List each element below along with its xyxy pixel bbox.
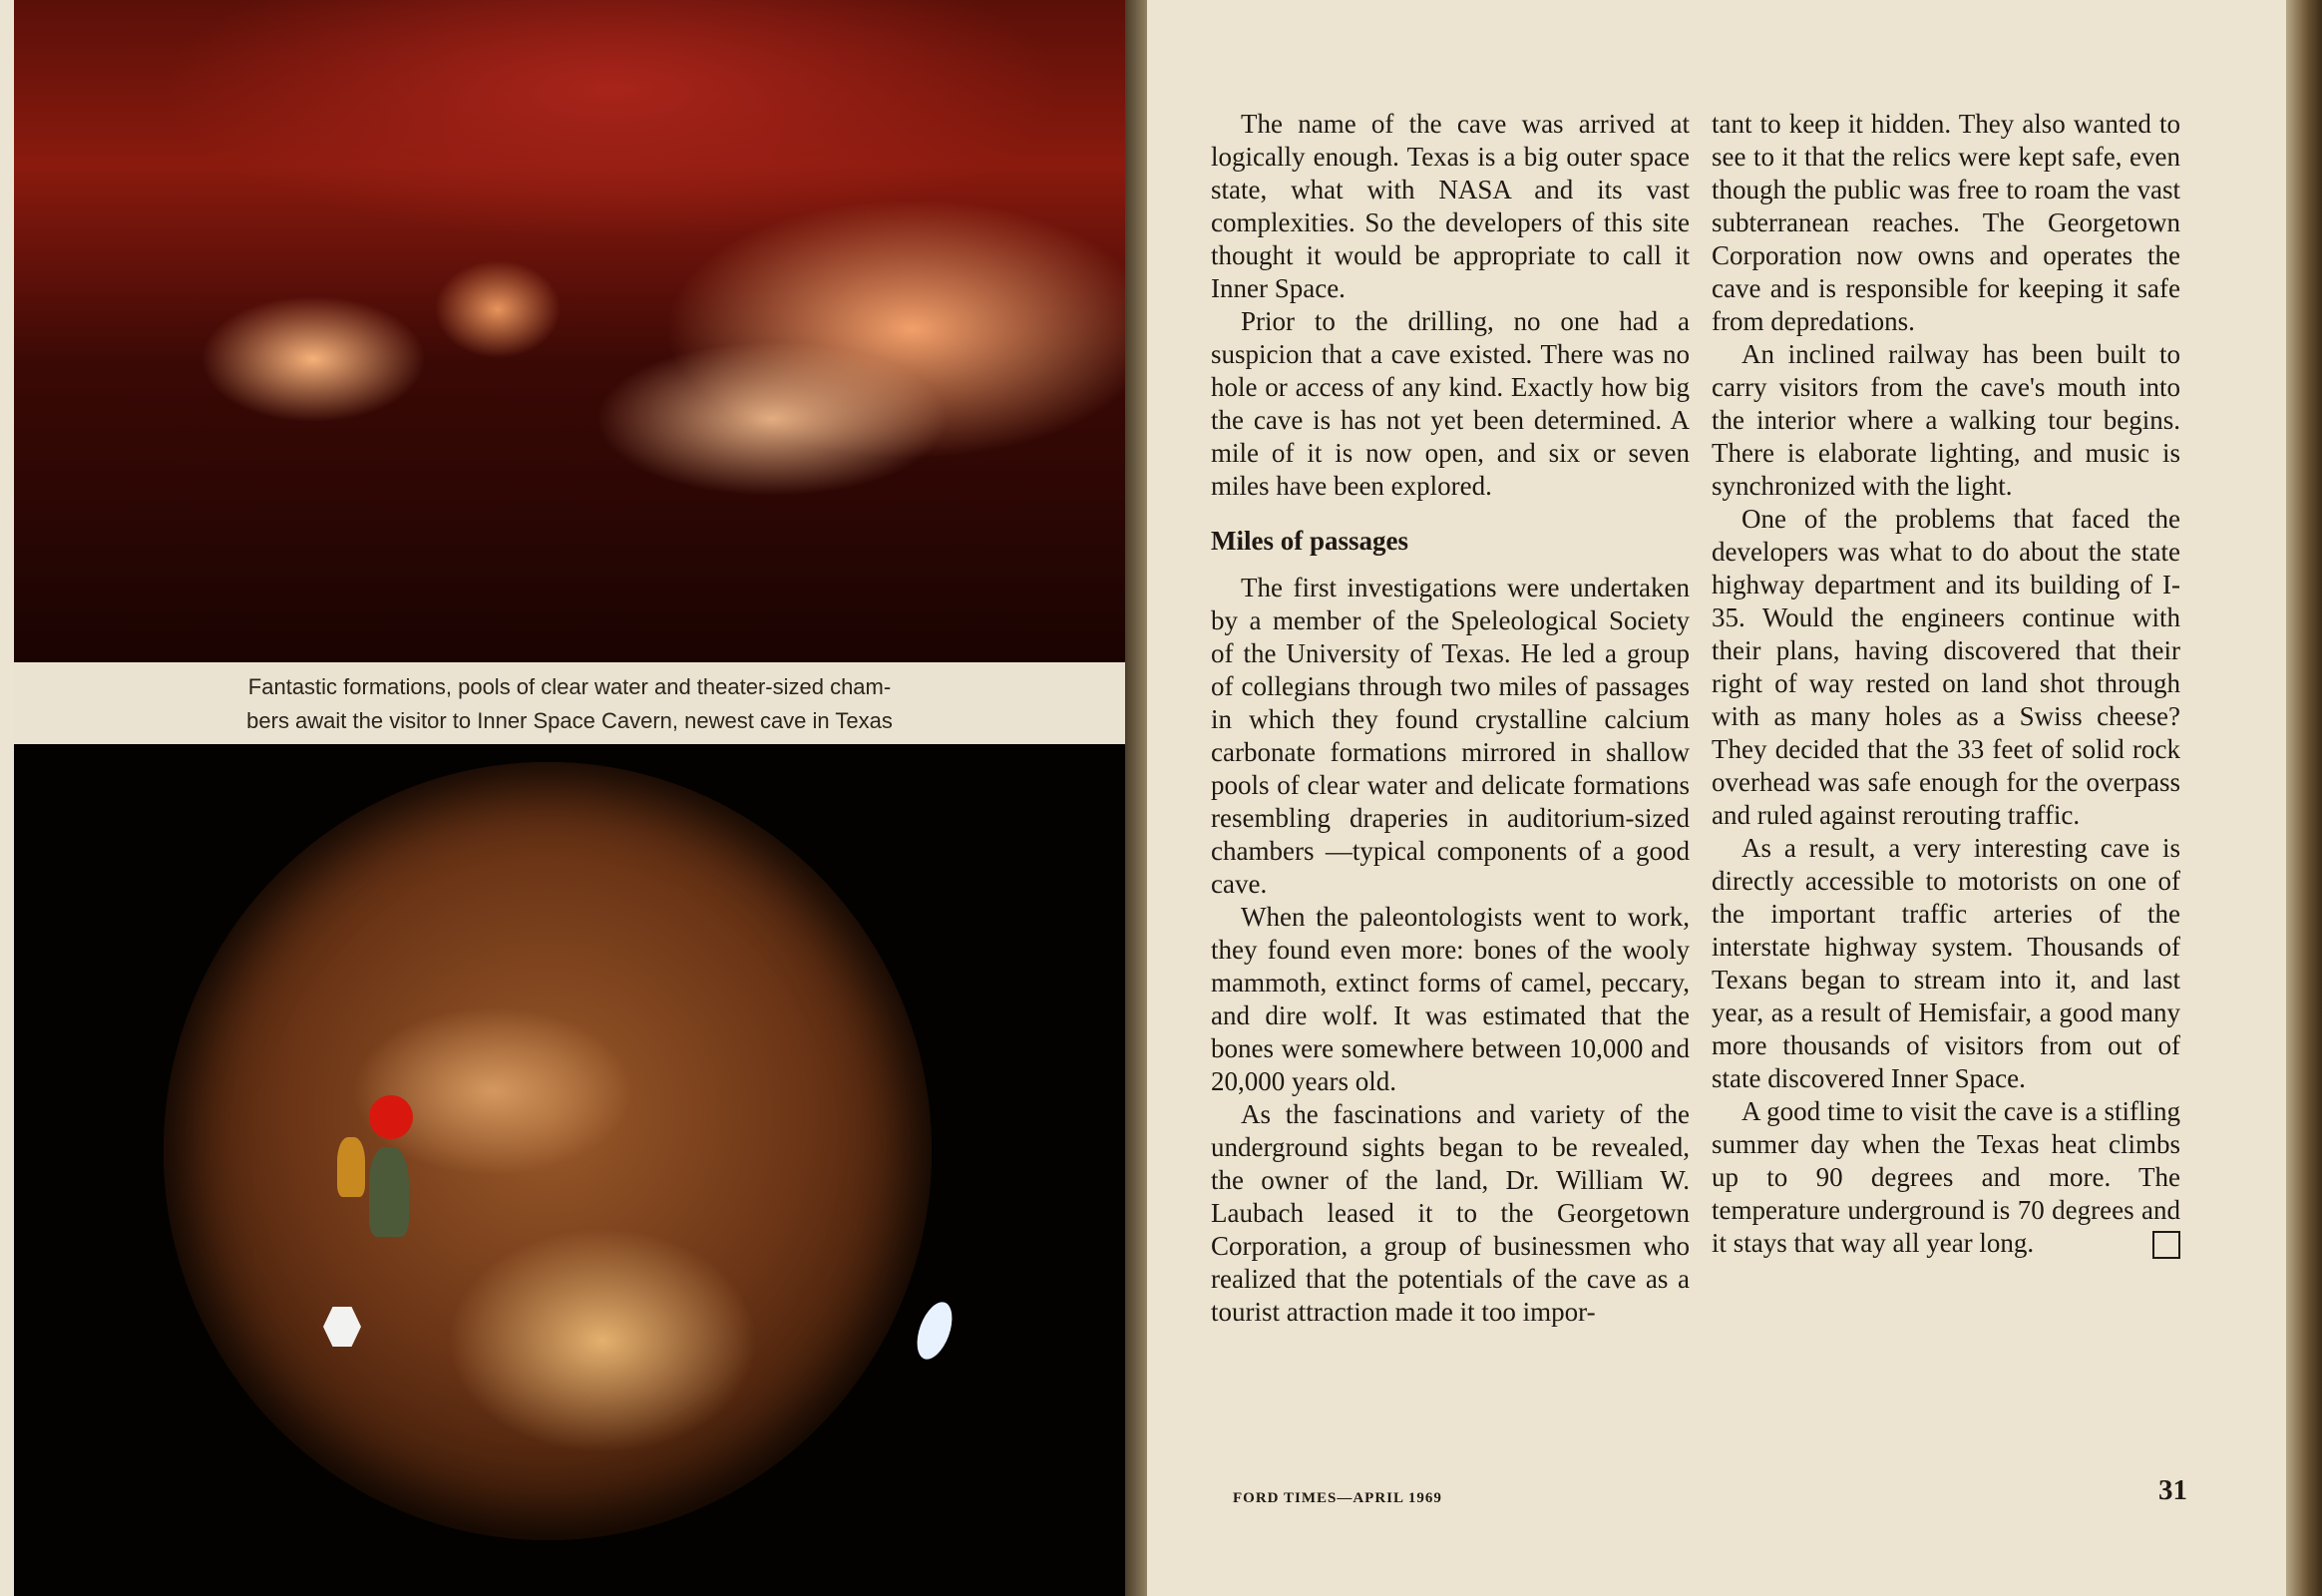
paragraph: The first investigations were undertaken by a member of the Speleological Society of the University of Texas. He led a group of collegians through two miles of passages in which they found crystalline calcium carbonate formations mirrored in shallow pools of clear water and delicate formations resembling draperies in auditorium-sized chambers —typical components of a good cave. <box>1211 573 1690 899</box>
paragraph: An inclined railway has been built to carry visitors from the cave's mouth into the interior where a walking tour begins. There is elaborate lighting, and music is synchronized with the light. <box>1712 339 2180 501</box>
paragraph: As the fascinations and variety of the underground sights began to be revealed, the owner of the land, Dr. William W. Laubach leased it to the Georgetown Corporation, a group of businessmen who realized that the potentials of the cave as a tourist attraction made it too impor- <box>1211 1099 1690 1327</box>
paragraph: As a result, a very interesting cave is directly accessible to motorists on one of the important traffic arteries of the interstate highway system. Thousands of Texans began to stream into it, and last year, as a result of Hemisfair, a good many more thousands of visitors from out of state discovered Inner Space. <box>1712 833 2180 1093</box>
caption-line-2: bers await the visitor to Inner Space Cavern, newest cave in Texas <box>246 708 893 733</box>
red-balloon <box>369 1095 413 1139</box>
child-figure <box>337 1137 365 1197</box>
page-number: 31 <box>2158 1474 2187 1506</box>
left-page <box>0 0 1137 1596</box>
child-figure <box>369 1147 409 1237</box>
paragraph: When the paleontologists went to work, they found even more: bones of the wooly mammoth, extinct forms of camel, peccary, and dire wolf. It was estimated that the bones were somewhere between 10,000 and 20,000 years old. <box>1211 902 1690 1096</box>
end-mark-icon <box>2152 1231 2180 1259</box>
paragraph: The name of the cave was arrived at logically enough. Texas is a big outer space state, what with NASA and its vast complexities. So the developers of this site thought it would be appropriate to call it Inner Space. <box>1211 109 1690 303</box>
fisheye-cave-photo <box>14 744 1125 1596</box>
article-column-2 <box>1712 108 2180 1260</box>
cave-formations-photo <box>14 0 1125 662</box>
publication-footer: FORD TIMES—APRIL 1969 <box>1233 1490 1442 1506</box>
paragraph: tant to keep it hidden. They also wanted to see to it that the relics were kept safe, even though the public was free to roam the vast subterranean reaches. The Georgetown Corporation now owns and operates the cave and is responsible for keeping it safe from depredations. <box>1712 109 2180 336</box>
paragraph: Prior to the drilling, no one had a suspicion that a cave existed. There was no hole or access of any kind. Exactly how big the cave is has not yet been determined. A mile of it is now open, and six or seven miles have been explored. <box>1211 306 1690 501</box>
paragraph-final <box>1712 1095 2180 1260</box>
article-column-1 <box>1211 108 1690 1329</box>
paragraph: One of the problems that faced the developers was what to do about the state highway department and its building of I-35. Would the engineers continue with their plans, having discovered that their right of way rested on land shot through with as many holes as a Swiss cheese? They decided that the 33 feet of solid rock overhead was safe enough for the overpass and ruled against rerouting traffic. <box>1712 504 2180 830</box>
section-heading: Miles of passages <box>1211 526 1408 556</box>
paragraph-text: A good time to visit the cave is a stifling summer day when the Texas heat climbs up to 90 degrees and more. The temperature underground is 70 degrees and it stays that way all year long. <box>1712 1096 2180 1258</box>
page-edge <box>2286 0 2322 1596</box>
caption-line-1: Fantastic formations, pools of clear water and theater-sized cham- <box>247 674 892 699</box>
fisheye-lens-view <box>164 762 932 1540</box>
photo-caption <box>14 664 1125 744</box>
